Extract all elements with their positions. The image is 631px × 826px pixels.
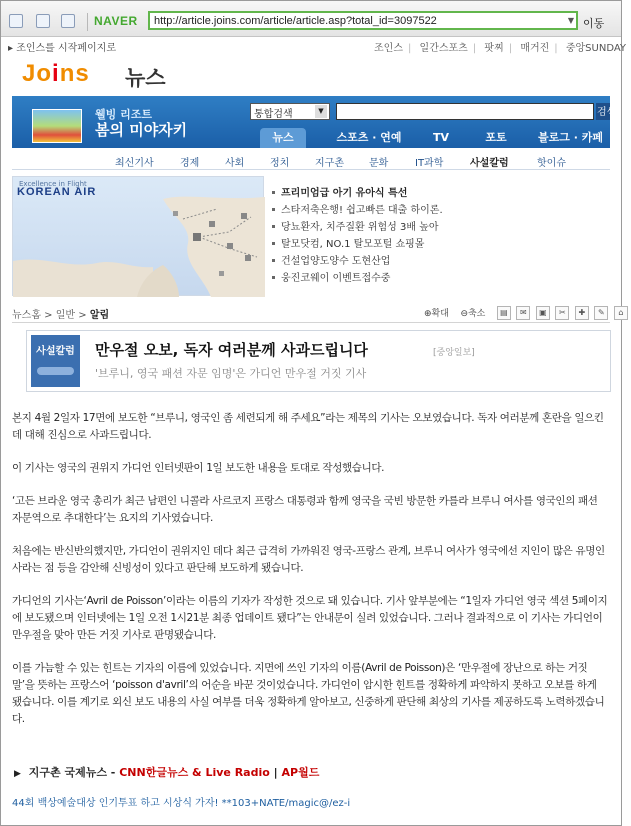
search-button[interactable]: 검색 <box>596 103 610 120</box>
subnav-politics[interactable]: 정치 <box>270 158 290 169</box>
related-world-news[interactable]: 지구촌 국제뉴스 - <box>28 766 116 779</box>
link-sunday[interactable]: 중앙SUNDAY <box>565 43 627 54</box>
email-icon[interactable]: ✉ <box>516 306 530 320</box>
article-paragraph: 처음에는 반신반의했지만, 가디언이 권위지인 데다 최근 급격히 가까워진 영국-프랑스 관계, 브루니 여사가 영국에선 지인이 많은 유명인사라는 점 등을 감안해 신빙성이 있다고 판단해 보도하게 됐습니다. <box>12 545 605 574</box>
chevron-down-icon[interactable]: ▼ <box>567 16 574 25</box>
tab-news[interactable]: 뉴스 <box>260 128 306 148</box>
related-cnn[interactable]: CNN한글뉴스 & Live Radio <box>119 766 270 779</box>
print-icon[interactable] <box>61 14 75 28</box>
sub-navigation <box>12 150 610 170</box>
joins-logo[interactable]: Joins <box>22 60 90 87</box>
cart-icon[interactable]: ⌂ <box>614 306 628 320</box>
breadcrumb: 뉴스홈 > 일반 > 알림 <box>12 310 110 321</box>
search-scope-value: 통합검색 <box>254 109 293 120</box>
korean-air-ad[interactable] <box>12 176 264 296</box>
article-subtitle: '브루니, 영국 패션 자문 임명'은 가디언 만우절 거짓 기사 <box>95 367 367 380</box>
category-label: 사설칼럼 <box>36 346 75 357</box>
promo-image[interactable] <box>32 109 82 143</box>
ad-link-list <box>270 184 600 286</box>
breadcrumb-general[interactable]: 일반 <box>55 310 76 321</box>
ad-link-label: 건설업양도양수 도현산업 <box>281 256 391 267</box>
zoom-in-button[interactable]: ⊕확대 <box>424 309 449 319</box>
ad-link[interactable] <box>270 269 600 286</box>
breadcrumb-home[interactable]: 뉴스홈 <box>12 310 41 321</box>
blog-icon[interactable]: ✎ <box>594 306 608 320</box>
category-decoration <box>37 367 74 375</box>
family-links: 조인스 | 일간스포츠 | 팟찌 | 매거진 | 중앙SUNDAY <box>374 43 627 54</box>
search-input[interactable] <box>336 103 594 120</box>
article-paragraph: ‘고든 브라운 영국 총리가 최근 남편인 니콜라 사르코지 프랑스 대통령과 함께 영국을 국빈 방문한 카를라 브루니 여사를 영국인의 패션 자문역으로 추대한다’는 요지의 기사였습니다. <box>12 495 598 524</box>
breadcrumb-current: 알림 <box>89 310 110 321</box>
subnav-editorial[interactable]: 사설칼럼 <box>470 158 509 169</box>
favorites-icon[interactable] <box>9 14 23 28</box>
subnav-world[interactable]: 지구촌 <box>315 158 344 169</box>
zoom-out-button[interactable]: ⊖축소 <box>460 309 486 319</box>
subnav-it-science[interactable]: IT과학 <box>415 158 444 169</box>
tab-photo[interactable]: 포토 <box>485 131 507 144</box>
article-tools <box>424 306 630 320</box>
ad-link[interactable] <box>270 252 600 269</box>
address-bar[interactable] <box>148 11 578 30</box>
subnav-economy[interactable]: 경제 <box>180 158 200 169</box>
promo-title[interactable]: 봄의 미야자키 <box>95 121 188 139</box>
related-separator: | <box>273 766 278 779</box>
start-page-label: 조인스를 시작페이지로 <box>16 43 116 54</box>
ad-link-label: 스타저축은행! 쉽고빠른 대출 하이론. <box>281 205 443 216</box>
share-icon[interactable]: ✚ <box>575 306 589 320</box>
article-body <box>12 410 608 744</box>
link-magazine[interactable]: 매거진 <box>520 43 550 54</box>
search-scope-select[interactable] <box>250 103 330 120</box>
naver-search-brand: NAVER <box>94 14 138 28</box>
promo-subtitle[interactable]: 웰빙 리조트 <box>95 108 152 121</box>
top-link-bar <box>8 38 627 54</box>
tab-sports-entertainment[interactable]: 스포츠 · 연예 <box>336 131 402 144</box>
subnav-society[interactable]: 사회 <box>225 158 245 169</box>
ad-tagline: Excellence in Flight <box>19 180 87 188</box>
browser-toolbar <box>1 1 621 37</box>
ad-link-label: 탈모닷컴, NO.1 탈모포털 쇼핑몰 <box>281 239 425 250</box>
print-icon[interactable]: ▤ <box>497 306 511 320</box>
link-joins[interactable]: 조인스 <box>374 43 403 54</box>
ad-link-label: 당뇨환자, 치주질환 위험성 3배 높아 <box>281 222 439 233</box>
related-ap[interactable]: AP월드 <box>281 766 320 779</box>
start-page-link[interactable]: ▸ 조인스를 시작페이지로 <box>8 43 116 54</box>
link-patzzi[interactable]: 팟찌 <box>484 43 504 54</box>
subnav-hot-issue[interactable]: 핫이슈 <box>537 158 566 169</box>
category-badge[interactable] <box>31 335 80 387</box>
tab-blog-cafe[interactable]: 블로그 · 카페 <box>538 131 603 144</box>
tab-tv[interactable]: TV <box>432 131 450 144</box>
zoom-out-label: 축소 <box>467 309 486 319</box>
route-map-illustration <box>13 177 265 297</box>
footer-ad-link[interactable]: 44회 백상예술대상 인기투표 하고 시상식 가자! **103+NATE/magic@/ez-i <box>12 798 351 809</box>
ad-link-label: 웅진코웨이 이벤트접수중 <box>281 273 391 284</box>
article-title: 만우절 오보, 독자 여러분께 사과드립니다 <box>95 341 368 359</box>
article-paragraph: 이 기사는 영국의 권위지 가디언 인터넷판이 1일 보도한 내용을 토대로 작성했습니다. <box>12 462 385 474</box>
address-text[interactable]: http://article.joins.com/article/article.asp?total_id=3097522 <box>154 15 437 27</box>
history-icon[interactable] <box>36 14 50 28</box>
subnav-latest[interactable]: 최신기사 <box>115 158 154 169</box>
go-button[interactable]: 이동 <box>583 17 605 30</box>
article-paragraph: 가디언의 기사는‘Avril de Poisson’이라는 이름의 기자가 작성한 것으로 돼 있습니다. 기사 앞부분에는 “1일자 가디언 영국 섹션 5페이지에 보도됐으며 인터넷에는 1일 오전 1시21분 최종 업데이트 됐다”는 안내문이 실려 있었습니다. 그러나 결과적으로 이 기사는 가디언이 만우절을 맞아 만든 거짓 기사로 판명됐습니다. <box>12 595 608 641</box>
article-paragraph: 본지 4월 2일자 17면에 보도한 “브루니, 영국인 좀 세련되게 해 주세요”라는 제목의 기사는 오보였습니다. 독자 여러분께 혼란을 일으킨 데 대해 진심으로 사과드립니다. <box>12 412 604 441</box>
subnav-culture[interactable]: 문화 <box>369 158 389 169</box>
ad-link[interactable] <box>270 235 600 252</box>
article-paragraph: 이를 가늠할 수 있는 힌트는 기자의 이름에 있었습니다. 지면에 쓰인 기자의 이름(Avril de Poisson)은 ‘만우절에 장난으로 하는 거짓말’을 뜻하는 프랑스어 ‘poisson d'avril’의 어순을 바꾼 것이었습니다. 가디언이 암시한 힌트를 정확하게 파악하지 못하고 오보를 하게 됐습니다. 이를 계기로 외신 보도 내용의 사실 여부를 더욱 정확하게 알아보고, 신중하게 판단해 최상의 기사를 제공하도록 노력하겠습니다. <box>12 662 605 725</box>
chevron-down-icon[interactable]: ▼ <box>315 105 327 118</box>
news-section-title[interactable]: 뉴스 <box>125 66 166 90</box>
section-tabs <box>250 128 610 148</box>
triangle-bullet-icon: ▶ <box>14 769 21 779</box>
scrap-icon[interactable]: ✂ <box>555 306 569 320</box>
article-source: [중앙일보] <box>433 348 475 358</box>
ad-link[interactable] <box>270 201 600 218</box>
ad-link[interactable] <box>270 184 600 201</box>
related-links <box>14 764 319 780</box>
zoom-in-label: 확대 <box>431 309 449 319</box>
ad-link[interactable] <box>270 218 600 235</box>
ad-link-label: 프리미엄급 아기 유아식 특선 <box>281 188 408 199</box>
divider <box>12 322 610 323</box>
link-ilgan-sports[interactable]: 일간스포츠 <box>419 43 468 54</box>
ad-brand: KOREAN AIR <box>17 186 97 198</box>
toolbar-divider <box>87 13 88 31</box>
save-icon[interactable]: ▣ <box>536 306 550 320</box>
article-header <box>26 330 611 392</box>
